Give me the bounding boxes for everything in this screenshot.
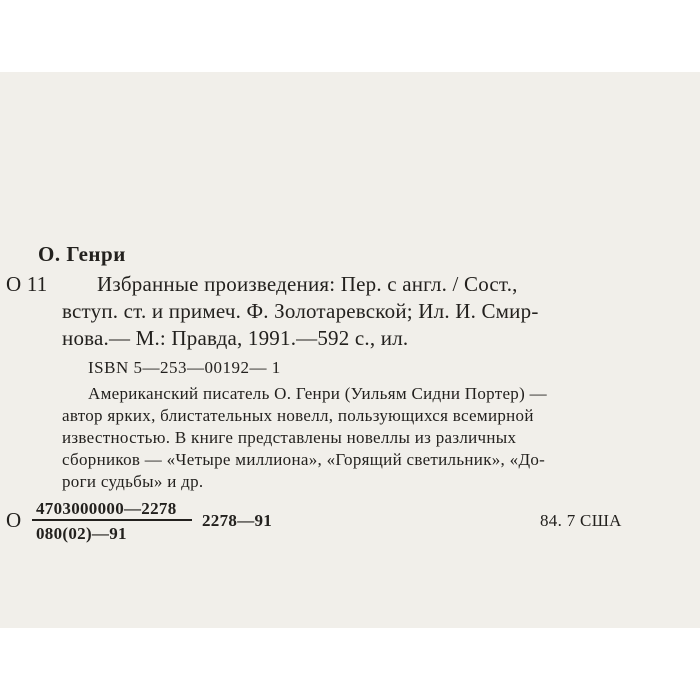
bibliographic-line-1: Избранные произведения: Пер. с англ. / Сост., [97, 272, 518, 296]
code-denominator: 080(02)—91 [36, 524, 127, 543]
catalog-index: О 11 [6, 272, 48, 296]
author-heading: О. Генри [38, 242, 126, 266]
catalog-card-page [0, 72, 700, 628]
code-number: 2278—91 [202, 511, 273, 530]
annotation-line-5: роги судьбы» и др. [62, 472, 204, 491]
classification-code: 84. 7 США [540, 511, 622, 530]
annotation-line-2: автор ярких, блистательных новелл, пользующихся всемирной [62, 406, 534, 425]
annotation-line-3: известностью. В книге представлены новеллы из различных [62, 428, 517, 447]
code-letter: О [6, 508, 22, 532]
annotation-line-4: сборников — «Четыре миллиона», «Горящий светильник», «До- [62, 450, 546, 469]
bibliographic-line-2: вступ. ст. и примеч. Ф. Золотаревской; Ил. И. Смир- [62, 299, 539, 323]
code-numerator: 4703000000—2278 [36, 499, 177, 518]
annotation-line-1: Американский писатель О. Генри (Уильям Сидни Портер) — [88, 384, 547, 403]
bibliographic-line-3: нова.— М.: Правда, 1991.—592 с., ил. [62, 326, 409, 350]
isbn: ISBN 5—253—00192— 1 [88, 358, 281, 377]
fraction-line [32, 519, 192, 521]
